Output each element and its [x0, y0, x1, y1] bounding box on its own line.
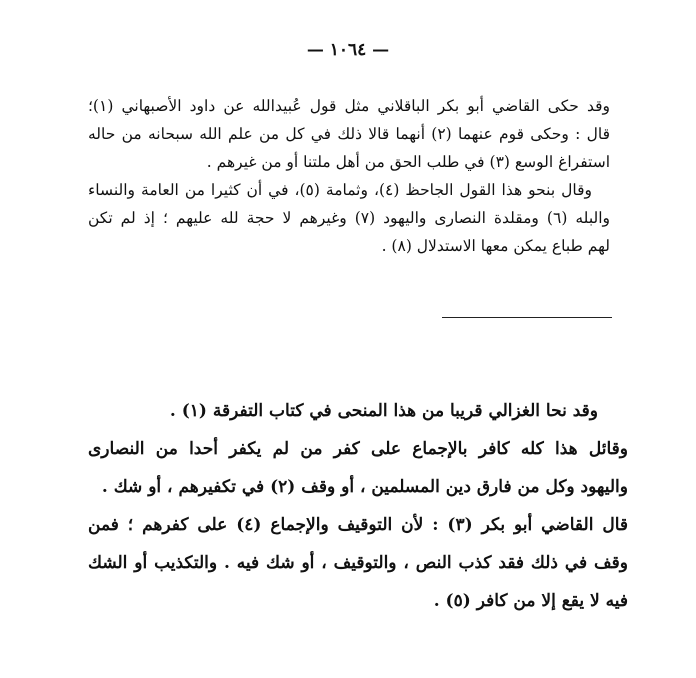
text-line: وقد حكى القاضي أبو بكر الباقلاني مثل قول عُبيدالله عن داود الأصبهاني (١)؛ [88, 97, 610, 115]
text-line: فيه لا يقع إلا من كافر (٥) . [433, 591, 628, 611]
text-line: لهم طباع يمكن معها الاستدلال (٨) . [381, 237, 610, 255]
text-line: وقد نحا الغزالي قريبا من هذا المنحى في كتاب التفرقة (١) . [169, 401, 598, 421]
text-section-1 [88, 92, 610, 260]
text-line: قال : وحكى قوم عنهما (٢) أنهما قالا ذلك في كل من علم الله سبحانه من حاله [88, 125, 610, 143]
text-line: والبله (٦) ومقلدة النصارى واليهود (٧) وغيرهم لا حجة لله عليهم ؛ إذ لم تكن [88, 209, 610, 227]
page-number: — ١٠٦٤ — [306, 40, 390, 60]
text-line: وقال بنحو هذا القول الجاحظ (٤)، وثمامة (٥)، في أن كثيرا من العامة والنساء [88, 181, 593, 199]
footnote-separator-line [442, 317, 612, 318]
text-line: وقائل هذا كله كافر بالإجماع على كفر من لم يكفر أحدا من النصارى [88, 439, 628, 459]
text-section-2 [88, 392, 628, 620]
text-line: استفراغ الوسع (٣) في طلب الحق من أهل ملتنا أو من غيرهم . [206, 153, 610, 171]
text-line: قال القاضي أبو بكر (٣) : لأن التوقيف والإجماع (٤) على كفرهم ؛ فمن [88, 515, 628, 535]
text-line: وقف في ذلك فقد كذب النص ، والتوقيف ، أو شك فيه . والتكذيب أو الشك [88, 553, 628, 573]
text-line: واليهود وكل من فارق دين المسلمين ، أو وقف (٢) في تكفيرهم ، أو شك . [101, 477, 628, 497]
